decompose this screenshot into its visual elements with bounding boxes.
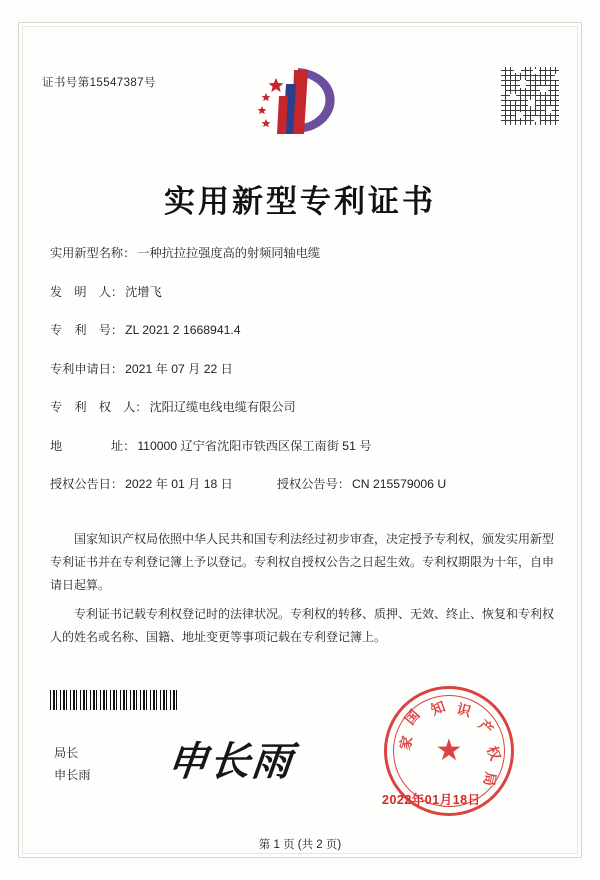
seal-character: 家: [396, 734, 416, 752]
field-value: 沈增飞: [125, 284, 162, 299]
grant-date-value: 2022 年 01 月 18 日: [125, 477, 233, 491]
field-value: 一种抗拉拉强度高的射频同轴电缆: [137, 246, 321, 260]
legal-paragraph-2: 专利证书记载专利权登记时的法律状况。专利权的转移、质押、无效、终止、恢复和专利权人的姓名或名称、国籍、地址变更等事项记载在专利登记簿上。: [50, 607, 555, 644]
seal-character: 国: [401, 706, 423, 728]
legal-text: [50, 528, 554, 655]
seal-character: 识: [455, 700, 473, 720]
handwritten-signature: 申长雨: [165, 738, 297, 785]
certificate-number: 证书号第15547387号: [42, 77, 156, 89]
field-label: 实用新型名称：: [50, 246, 136, 260]
signatory-title: 局长: [54, 746, 79, 760]
patent-office-logo: [246, 62, 342, 140]
signature-block: [54, 742, 91, 786]
grant-date-label: 授权公告日：: [50, 477, 124, 491]
field-row-patent-number: [50, 321, 550, 338]
signatory-name: 申长雨: [54, 768, 91, 782]
seal-character: 知: [428, 697, 448, 719]
seal-character: 权: [484, 743, 504, 763]
field-row-grant: [50, 475, 550, 492]
legal-paragraph-1: 国家知识产权局依照中华人民共和国专利法经过初步审查，决定授予专利权，颁发实用新型专利证书并在专利登记簿上予以登记。专利权自授权公告之日起生效。专利权期限为十年，自申请日起算。: [50, 532, 555, 592]
field-label: 专 利 权 人：: [50, 400, 148, 414]
seal-character: 局: [480, 770, 500, 788]
field-label: 地 址：: [50, 438, 136, 453]
seal-character: 产: [475, 716, 497, 738]
field-value: 110000 辽宁省沈阳市铁西区保工南街 51 号: [137, 438, 372, 453]
grant-number-label: 授权公告号：: [276, 477, 350, 491]
seal-date: 2022年01月18日: [382, 793, 481, 807]
field-row-address: [50, 437, 550, 454]
field-list: [50, 244, 550, 514]
field-label: 专利申请日：: [50, 361, 124, 376]
field-value: 沈阳辽缆电线电缆有限公司: [149, 400, 296, 414]
barcode: [50, 690, 180, 710]
five-pointed-star-icon: ★: [435, 734, 463, 767]
field-label: 发 明 人：: [50, 284, 124, 299]
qr-code-quiet-zone: [500, 66, 560, 126]
field-label: 专 利 号：: [50, 323, 124, 337]
field-row-patentee: [50, 398, 550, 415]
field-row-inventor: [50, 283, 550, 300]
field-row-invention-name: [50, 244, 550, 261]
page-title: 实用新型专利证书: [164, 184, 436, 220]
field-row-application-date: [50, 360, 550, 377]
field-value: ZL 2021 2 1668941.4: [125, 323, 241, 337]
page-footer: 第 1 页 (共 2 页): [258, 839, 342, 851]
grant-number-value: CN 215579006 U: [351, 477, 447, 491]
field-value: 2021 年 07 月 22 日: [125, 361, 233, 376]
